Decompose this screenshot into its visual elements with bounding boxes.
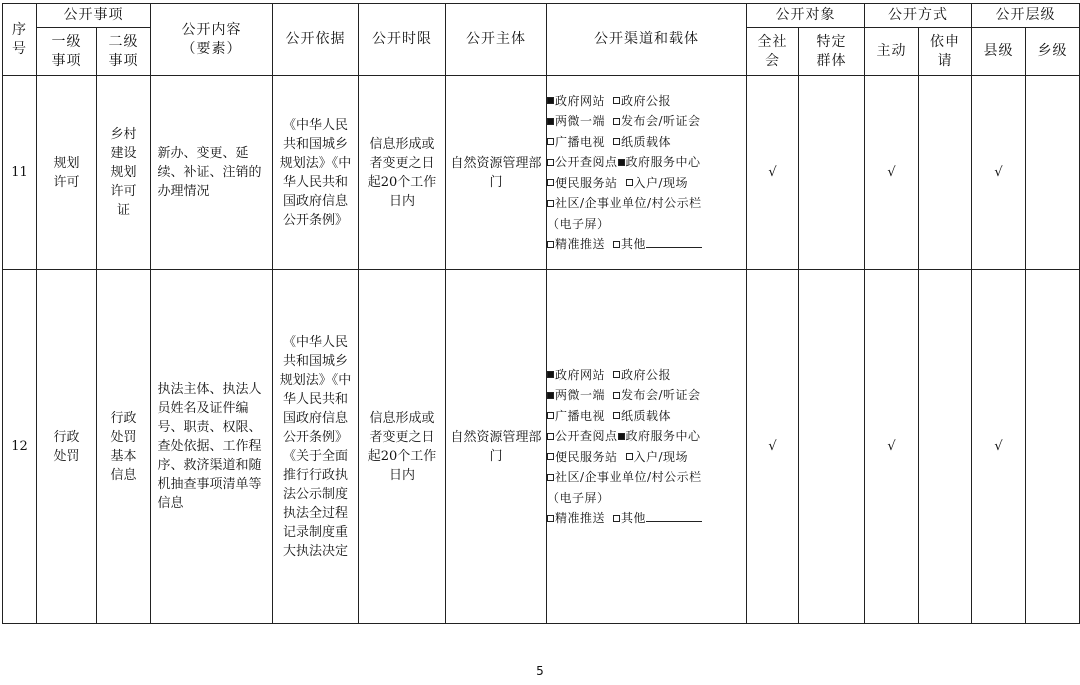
checkbox-convenience-station-icon bbox=[547, 453, 554, 460]
header-level: 公开层级 bbox=[972, 4, 1080, 28]
page-number: 5 bbox=[536, 664, 544, 678]
row-level2: 行政处罚基本信息 bbox=[97, 270, 151, 624]
row-target-all: √ bbox=[747, 270, 799, 624]
checkbox-precise-push-icon bbox=[547, 515, 554, 522]
header-basis: 公开依据 bbox=[273, 4, 359, 76]
checkbox-two-one-icon bbox=[547, 392, 554, 399]
checkbox-press-hearing-icon bbox=[613, 118, 620, 125]
checkbox-gov-gazette-icon bbox=[613, 371, 620, 378]
header-level1: 一级事项 bbox=[37, 28, 97, 76]
header-time-limit: 公开时限 bbox=[359, 4, 446, 76]
row-time-limit: 信息形成或者变更之日起20个工作日内 bbox=[359, 76, 446, 270]
row-mode-apply bbox=[919, 270, 972, 624]
header-level-county: 县级 bbox=[972, 28, 1026, 76]
row-target-all: √ bbox=[747, 76, 799, 270]
checkbox-door-to-door-icon bbox=[626, 453, 633, 460]
checkbox-broadcast-icon bbox=[547, 412, 554, 419]
checkbox-paper-icon bbox=[613, 412, 620, 419]
row-seq: 11 bbox=[3, 76, 37, 270]
row-content: 执法主体、执法人员姓名及证件编号、职责、权限、查处依据、工作程序、救济渠道和随机抽查事项清单等信息 bbox=[151, 270, 273, 624]
row-channels: 政府网站 政府公报 两微一端 发布会/听证会 广播电视 纸质载体 公开查阅点 政府服务中心 便民服务站 入户/现场 社区/企事业单位/村公示栏 （电子屏） 精准推送 其他 bbox=[547, 270, 747, 624]
row-basis: 《中华人民共和国城乡规划法》《中华人民共和国政府信息公开条例》 bbox=[273, 76, 359, 270]
row-content: 新办、变更、延续、补证、注销的办理情况 bbox=[151, 76, 273, 270]
checkbox-two-one-icon bbox=[547, 118, 554, 125]
checkbox-other-icon bbox=[613, 241, 620, 248]
checkbox-gov-website-icon bbox=[547, 371, 554, 378]
header-channel: 公开渠道和载体 bbox=[547, 4, 747, 76]
disclosure-table bbox=[2, 3, 1080, 624]
row-level2: 乡村建设规划许可证 bbox=[97, 76, 151, 270]
header-mode-apply: 依申请 bbox=[919, 28, 972, 76]
header-level2: 二级事项 bbox=[97, 28, 151, 76]
checkbox-bulletin-board-icon bbox=[547, 200, 554, 207]
table-row bbox=[3, 270, 1080, 624]
checkbox-gov-gazette-icon bbox=[613, 97, 620, 104]
row-mode-apply bbox=[919, 76, 972, 270]
header-content: 公开内容（要素） bbox=[151, 4, 273, 76]
checkbox-reading-room-icon bbox=[547, 433, 554, 440]
checkbox-door-to-door-icon bbox=[626, 179, 633, 186]
header-level-town: 乡级 bbox=[1026, 28, 1080, 76]
checkbox-gov-website-icon bbox=[547, 97, 554, 104]
checkbox-bulletin-board-icon bbox=[547, 474, 554, 481]
row-target-specific bbox=[799, 76, 865, 270]
row-target-specific bbox=[799, 270, 865, 624]
header-target: 公开对象 bbox=[747, 4, 865, 28]
checkbox-precise-push-icon bbox=[547, 241, 554, 248]
row-level-town bbox=[1026, 270, 1080, 624]
checkbox-other-icon bbox=[613, 515, 620, 522]
table-row bbox=[3, 76, 1080, 270]
header-mode: 公开方式 bbox=[865, 4, 972, 28]
row-level-county: √ bbox=[972, 76, 1026, 270]
row-basis: 《中华人民共和国城乡规划法》《中华人民共和国政府信息公开条例》《关于全面推行行政执法公示制度执法全过程记录制度重大执法决定 bbox=[273, 270, 359, 624]
row-subject: 自然资源管理部门 bbox=[446, 76, 547, 270]
header-target-all: 全社会 bbox=[747, 28, 799, 76]
header-subject: 公开主体 bbox=[446, 4, 547, 76]
checkbox-reading-room-icon bbox=[547, 159, 554, 166]
row-time-limit: 信息形成或者变更之日起20个工作日内 bbox=[359, 270, 446, 624]
row-seq: 12 bbox=[3, 270, 37, 624]
row-channels: 政府网站 政府公报 两微一端 发布会/听证会 广播电视 纸质载体 公开查阅点 政府服务中心 便民服务站 入户/现场 社区/企事业单位/村公示栏 （电子屏） 精准推送 其他 bbox=[547, 76, 747, 270]
checkbox-convenience-station-icon bbox=[547, 179, 554, 186]
row-level1: 规划许可 bbox=[37, 76, 97, 270]
row-mode-active: √ bbox=[865, 76, 919, 270]
row-level-town bbox=[1026, 76, 1080, 270]
row-level-county: √ bbox=[972, 270, 1026, 624]
header-mode-active: 主动 bbox=[865, 28, 919, 76]
checkbox-press-hearing-icon bbox=[613, 392, 620, 399]
header-seq: 序号 bbox=[3, 4, 37, 76]
checkbox-service-center-icon bbox=[618, 159, 625, 166]
checkbox-broadcast-icon bbox=[547, 138, 554, 145]
row-subject: 自然资源管理部门 bbox=[446, 270, 547, 624]
row-mode-active: √ bbox=[865, 270, 919, 624]
header-matter: 公开事项 bbox=[37, 4, 151, 28]
checkbox-service-center-icon bbox=[618, 433, 625, 440]
header-target-specific: 特定群体 bbox=[799, 28, 865, 76]
row-level1: 行政处罚 bbox=[37, 270, 97, 624]
checkbox-paper-icon bbox=[613, 138, 620, 145]
